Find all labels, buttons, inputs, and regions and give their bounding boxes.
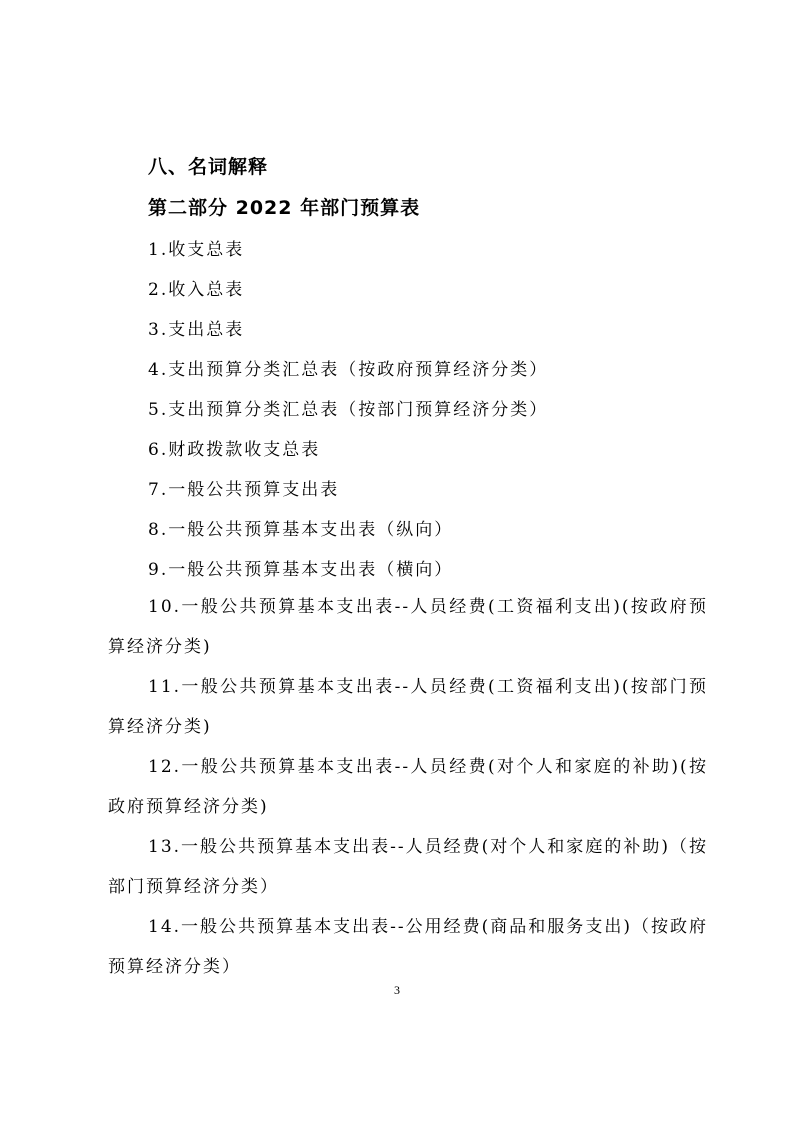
part-heading: 第二部分 2022 年部门预算表: [148, 197, 421, 219]
list-item: 14.一般公共预算基本支出表--公用经费(商品和服务支出)（按政府预算经济分类）: [108, 917, 708, 977]
list-item: 5.支出预算分类汇总表（按部门预算经济分类）: [148, 400, 549, 420]
list-item: 13.一般公共预算基本支出表--人员经费(对个人和家庭的补助)（按部门预算经济分类）: [108, 837, 708, 897]
list-item: 2.收入总表: [148, 280, 245, 300]
list-item: 12.一般公共预算基本支出表--人员经费(对个人和家庭的补助)(按政府预算经济分类): [108, 757, 708, 817]
list-item: 3.支出总表: [148, 320, 245, 340]
list-item: 10.一般公共预算基本支出表--人员经费(工资福利支出)(按政府预算经济分类): [108, 597, 708, 657]
list-item: 7.一般公共预算支出表: [148, 480, 340, 500]
page-number: 3: [394, 983, 400, 997]
list-item: 6.财政拨款收支总表: [148, 440, 321, 460]
list-item: 4.支出预算分类汇总表（按政府预算经济分类）: [148, 360, 549, 380]
list-item: 1.收支总表: [148, 240, 245, 260]
list-item: 8.一般公共预算基本支出表（纵向）: [148, 520, 454, 540]
section-heading: 八、名词解释: [148, 156, 269, 178]
list-item: 11.一般公共预算基本支出表--人员经费(工资福利支出)(按部门预算经济分类): [108, 677, 708, 737]
list-item: 9.一般公共预算基本支出表（横向）: [148, 560, 454, 580]
